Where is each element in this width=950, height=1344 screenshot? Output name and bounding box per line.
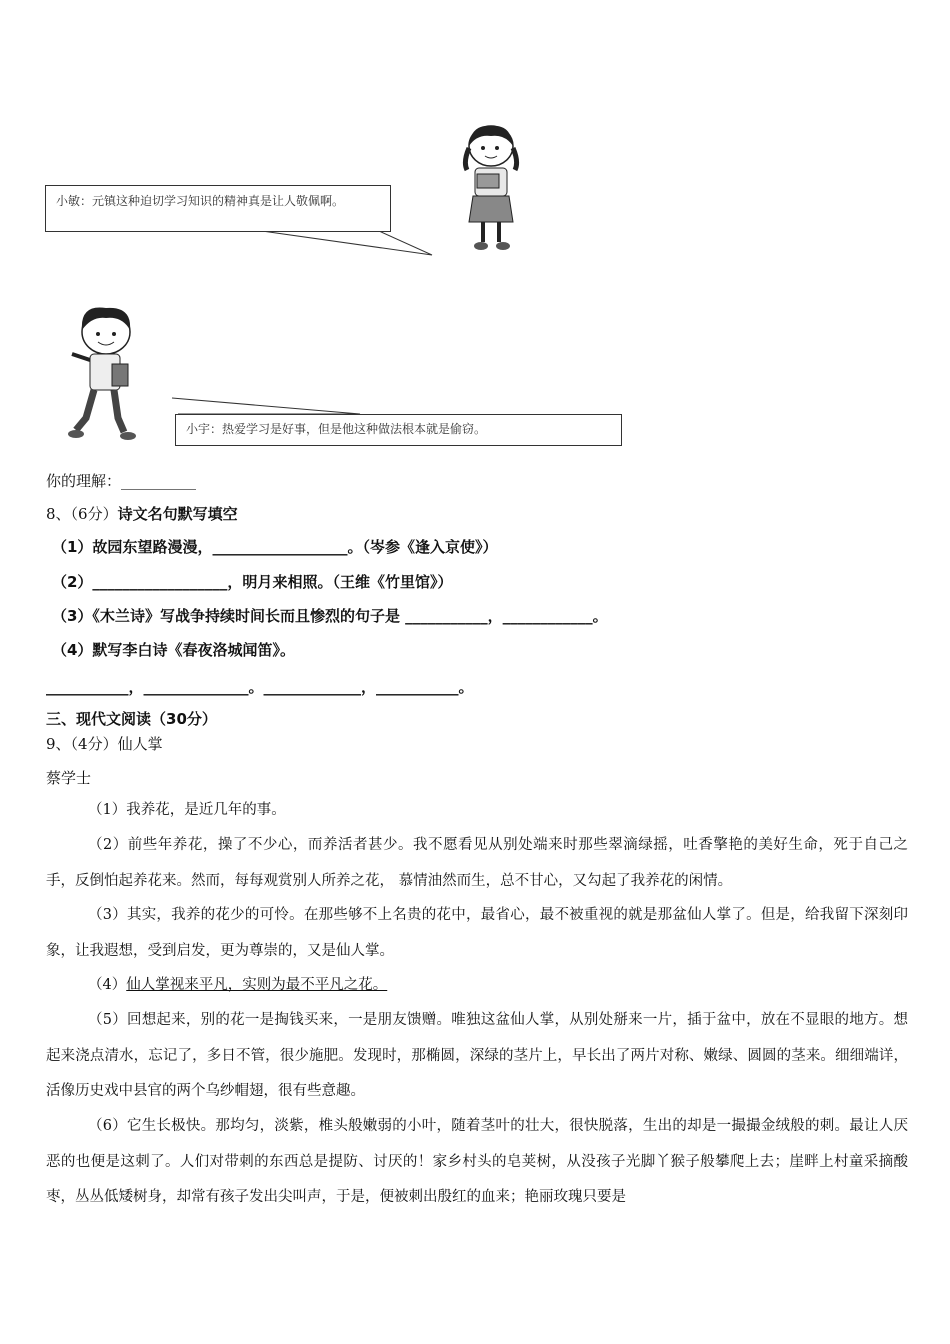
- paragraph-5: （5）回想起来，别的花一是掏钱买来，一是朋友馈赠。唯独这盆仙人掌，从别处掰来一片，插于盆中，放在不显眼的地方。想起来浇点清水，忘记了，多日不管，很少施肥。发现时，那椭圆，深绿的茎片上，早长出了两片对称、嫩绿、圆圆的茎来。细细端详，活像历史戏中县官的两个乌纱帽翅，很有些意趣。: [46, 1012, 908, 1099]
- speech-bubble-xiaoyu: [175, 414, 622, 446]
- section-3-heading: 三、现代文阅读（30分）: [46, 710, 217, 728]
- paragraph-4-underlined: 仙人掌视来平凡，实则为最不平凡之花。: [126, 977, 388, 993]
- q8-title: 诗文名句默写填空: [117, 505, 238, 523]
- q8-number: 8、（6分）: [46, 505, 118, 523]
- q8-item-2: （2）__________________，明月来相照。（王维《竹里馆》）: [52, 573, 453, 591]
- xiaomin-text: 小敏：元镇这种迫切学习知识的精神真是让人敬佩啊。: [56, 194, 345, 208]
- speech-bubble-xiaomin: [45, 185, 391, 232]
- paragraph-6: （6）它生长极快。那均匀，淡紫，椎头般嫩弱的小叶，随着茎叶的壮大，很快脱落，生出的却是一撮撮金绒般的刺。最让人厌恶的也便是这刺了。人们对带刺的东西总是提防、讨厌的！家乡村头的皂荚树，从没孩子光脚丫猴子般攀爬上去；崖畔上村童采摘酸枣，丛丛低矮树身，却常有孩子发出尖叫声，于是，便被刺出殷红的血来；艳丽玫瑰只要是: [46, 1118, 908, 1205]
- paragraph-3: （3）其实，我养的花少的可怜。在那些够不上名贵的花中，最省心，最不被重视的就是那盆仙人掌了。但是，给我留下深刻印象，让我遐想，受到启发，更为尊崇的，又是仙人掌。: [46, 907, 908, 959]
- q8-item-3: （3）《木兰诗》写战争持续时间长而且惨烈的句子是 ___________，____________。: [52, 607, 608, 625]
- xiaoyu-text: 小宇：热爱学习是好事，但是他这种做法根本就是偷窃。: [186, 422, 487, 436]
- q8-item-1: （1）故园东望路漫漫，__________________。（岑参《逢入京使》）: [52, 538, 498, 556]
- paragraph-4-number: （4）: [88, 977, 127, 993]
- paragraph-1: （1）我养花，是近几年的事。: [88, 802, 286, 818]
- q8-answer-line: ___________，______________。_____________，___________。: [46, 678, 474, 696]
- paragraph-2: （2）前些年养花，操了不少心，而养活者甚少。我不愿看见从别处端来时那些翠滴绿摇，吐香擎艳的美好生命，死于自己之手，反倒怕起养花来。然而，每每观赏别人所养之花， 慕情油然而生，总不甘心，又勾起了我养花的闲情。: [46, 837, 908, 889]
- girl-illustration: [455, 118, 527, 256]
- q9-title: 9、（4分）仙人掌: [46, 735, 163, 753]
- q8-heading: [46, 503, 238, 524]
- q9-author: 蔡学士: [46, 769, 92, 787]
- paragraph-4: [46, 968, 908, 1004]
- q8-item-4: （4）默写李白诗《春夜洛城闻笛》。: [52, 641, 295, 659]
- boy-illustration: [62, 298, 144, 446]
- understanding-prompt: 你的理解：__________: [46, 472, 197, 490]
